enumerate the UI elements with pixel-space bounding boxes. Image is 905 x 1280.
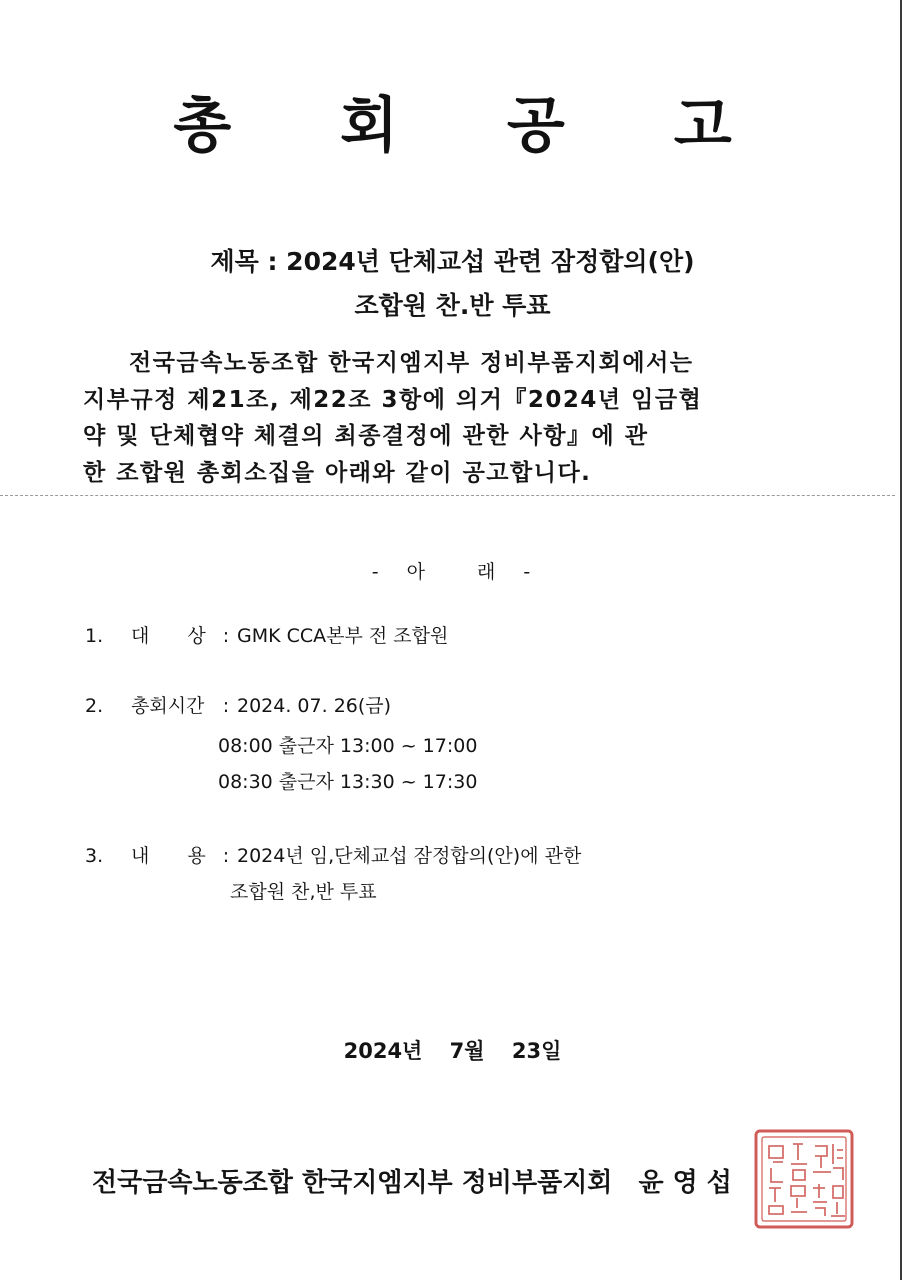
item-time-colon: :: [222, 695, 230, 717]
item-target-number: 1.: [85, 625, 104, 647]
item-content-number: 3.: [85, 845, 104, 867]
item-content-value: 2024년 임,단체교섭 잠정합의(안)에 관한: [237, 845, 582, 867]
item-target: [85, 617, 448, 655]
item-time: [85, 687, 391, 725]
item-target-key-a: 대: [131, 625, 150, 647]
item-time-key: 총회시간: [131, 695, 205, 717]
intro-line-4: 한 조합원 총회소집을 아래와 같이 공고합니다.: [83, 459, 592, 486]
signature-name: 윤 영 섭: [638, 1168, 732, 1198]
below-dash-right: -: [523, 561, 534, 583]
dashed-divider: [0, 495, 895, 496]
signature-org: 전국금속노동조합 한국지엠지부 정비부품지회: [92, 1168, 613, 1198]
item-content: [85, 837, 581, 875]
item-content-key-b: 용: [187, 845, 206, 867]
item-content-key-a: 내: [131, 845, 150, 867]
item-time-sub-2: 08:30 출근자 13:30 ~ 17:30: [218, 771, 478, 793]
below-heading: [0, 557, 905, 584]
item-time-number: 2.: [85, 695, 104, 717]
item-content-colon: :: [222, 845, 230, 867]
intro-line-1: 전국금속노동조합 한국지엠지부 정비부품지회에서는: [129, 350, 694, 376]
item-target-value: GMK CCA본부 전 조합원: [237, 625, 449, 647]
intro-line-3: 약 및 단체협약 체결의 최종결정에 관한 사항』에 관: [83, 423, 649, 449]
subject-line-1: 제목 : 2024년 단체교섭 관련 잠정합의(안): [210, 247, 695, 276]
item-target-key: [131, 617, 215, 655]
item-time-value: 2024. 07. 26(금): [237, 695, 392, 717]
item-content-sub-1: 조합원 찬,반 투표: [230, 881, 377, 903]
intro-line-2: 지부규정 제21조, 제22조 3항에 의거『2024년 임금협: [83, 386, 703, 413]
below-dash-left: -: [371, 561, 382, 583]
notice-date: 2024년 7월 23일: [343, 1039, 562, 1063]
official-seal-stamp: [753, 1128, 855, 1230]
item-time-sub-1: 08:00 출근자 13:00 ~ 17:00: [218, 735, 478, 757]
subject-block: [0, 240, 905, 328]
item-content-key: [131, 837, 215, 875]
intro-paragraph: [83, 345, 823, 491]
subject-line-2: 조합원 찬.반 투표: [354, 291, 551, 320]
notice-title: 총 회 공 고: [173, 91, 776, 161]
item-target-colon: :: [222, 625, 230, 647]
page-edge-line: [900, 0, 902, 1280]
below-char-rae: 래: [477, 561, 499, 583]
signature-line: [92, 1162, 732, 1199]
below-char-a: 아: [406, 561, 428, 583]
item-target-key-b: 상: [187, 625, 206, 647]
